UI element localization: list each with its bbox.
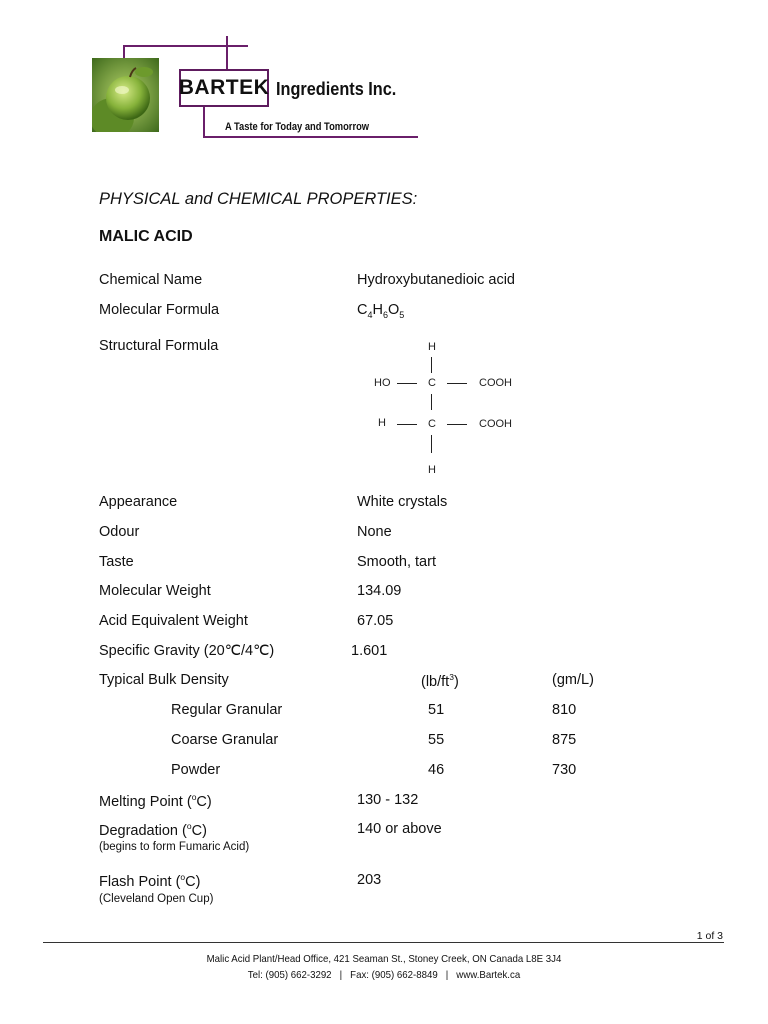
- melting-point-value: 130 - 132: [357, 792, 419, 808]
- degradation-label: Degradation ($^o$C): [99, 821, 207, 839]
- footer-divider: [43, 942, 724, 943]
- bulk-density-label: Typical Bulk Density: [99, 672, 229, 688]
- atom-h-left: H: [378, 417, 386, 429]
- odour-label: Odour: [99, 524, 140, 540]
- appearance-value: White crystals: [357, 494, 448, 510]
- bulk-row-name: Powder: [171, 762, 221, 778]
- bulk-row-lb: 55: [428, 732, 445, 748]
- atom-c2: C: [428, 418, 436, 430]
- chemical-name-value: Hydroxybutanedioic acid: [357, 272, 515, 288]
- melting-point-label: Melting Point ($^o$C): [99, 792, 212, 810]
- product-name: MALIC ACID: [99, 228, 193, 245]
- bulk-row-gm: 810: [552, 702, 577, 718]
- footer-address: Malic Acid Plant/Head Office, 421 Seaman St., Stoney Creek, ON Canada L8E 3J4: [206, 953, 562, 965]
- bulk-row-lb: 46: [428, 762, 445, 778]
- molecular-weight-value: 134.09: [357, 583, 402, 599]
- bulk-density-col2-header: (gm/L): [552, 672, 594, 688]
- atom-cooh2: COOH: [479, 418, 512, 430]
- bulk-row-name: Coarse Granular: [171, 732, 279, 748]
- apple-image: [92, 58, 159, 132]
- molecular-weight-label: Molecular Weight: [99, 583, 211, 599]
- flash-point-label: Flash Point ($^o$C): [99, 872, 201, 890]
- bulk-density-col1-header: $(lb/ft^3)$: [421, 672, 459, 690]
- company-name: Ingredients Inc.: [276, 78, 397, 99]
- atom-bottom-h: H: [428, 464, 436, 476]
- flash-point-note: (Cleveland Open Cup): [99, 893, 214, 905]
- atom-c1: C: [428, 377, 436, 389]
- acid-equivalent-weight-label: Acid Equivalent Weight: [99, 613, 248, 629]
- degradation-note: (begins to form Fumaric Acid): [99, 841, 250, 853]
- flash-point-value: 203: [357, 872, 382, 888]
- bulk-row-gm: 875: [552, 732, 577, 748]
- page-number: 1 of 3: [696, 930, 723, 942]
- brand-logo-box: [179, 69, 269, 107]
- footer-contact: Tel: (905) 662-3292 | Fax: (905) 662-8849 | www.Bartek.ca: [247, 969, 521, 981]
- brand-name: BARTEK: [178, 76, 270, 99]
- structural-formula-label: Structural Formula: [99, 338, 219, 354]
- taste-label: Taste: [99, 554, 134, 570]
- molecular-formula-label: Molecular Formula: [99, 302, 220, 318]
- appearance-label: Appearance: [99, 494, 178, 510]
- atom-top-h: H: [428, 341, 436, 353]
- bulk-row-lb: 51: [428, 702, 445, 718]
- acid-equivalent-weight-value: 67.05: [357, 613, 394, 629]
- odour-value: None: [357, 524, 392, 540]
- atom-cooh1: COOH: [479, 377, 512, 389]
- specific-gravity-value: 1.601: [351, 643, 388, 659]
- molecular-formula-value: $C_4H_6O_5$: [357, 302, 405, 320]
- section-title: PHYSICAL and CHEMICAL PROPERTIES:: [99, 190, 418, 208]
- bulk-row-gm: 730: [552, 762, 577, 778]
- atom-ho: HO: [374, 377, 391, 389]
- taste-value: Smooth, tart: [357, 554, 436, 570]
- specific-gravity-label: Specific Gravity (20℃/4℃): [99, 643, 275, 659]
- bulk-row-name: Regular Granular: [171, 702, 283, 718]
- chemical-name-label: Chemical Name: [99, 272, 203, 288]
- degradation-value: 140 or above: [357, 821, 442, 837]
- tagline: A Taste for Today and Tomorrow: [225, 121, 370, 133]
